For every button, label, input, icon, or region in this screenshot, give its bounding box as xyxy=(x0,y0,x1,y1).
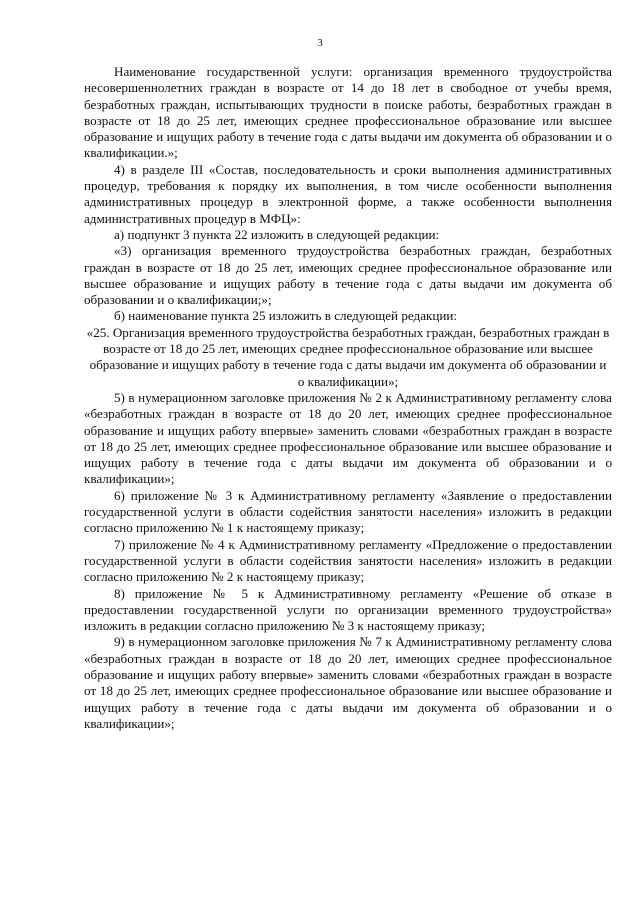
paragraph-quote-section-25: «25. Организация временного трудоустройства безработных граждан, безработных граждан в возрасте от 18 до 25 лет, имеющих среднее профессиональное образование или высшее образование и ищущих работу в течение года с даты выдачи им документа об образовании и о квалификации»; xyxy=(86,324,610,389)
paragraph-item-6: 6) приложение № 3 к Административному регламенту «Заявление о предоставлении государственной услуги в области содействия занятости населения» изложить в редакции согласно приложению № 1 к настоящему приказу; xyxy=(84,487,612,536)
paragraph-item-4b: б) наименование пункта 25 изложить в следующей редакции: xyxy=(114,308,458,324)
page-number: 3 xyxy=(317,37,323,49)
paragraph-item-4: 4) в разделе III «Состав, последовательность и сроки выполнения административных процедур, требования к порядку их выполнения, в том числе особенности выполнения административных процедур в электронной форме, а также особенности выполнения административных процедур в МФЦ»: xyxy=(84,161,612,226)
document-body xyxy=(84,64,612,732)
paragraph-item-4a: а) подпункт 3 пункта 22 изложить в следующей редакции: xyxy=(114,226,440,242)
paragraph-item-9: 9) в нумерационном заголовке приложения № 7 к Административному регламенту слова «безработных граждан в возрасте от 18 до 20 лет, имеющих среднее профессиональное образование и ищущих работу впервые» заменить словами «безработных граждан в возрасте от 18 до 25 лет, имеющих среднее профессиональное образование или высшее образование и ищущих работу в течение года с даты выдачи им документа об образовании и о квалификации»; xyxy=(84,634,612,731)
paragraph-quote-subitem-3: «3) организация временного трудоустройства безработных граждан, безработных граждан в возрасте от 18 до 25 лет, имеющих среднее профессиональное образование или высшее образование и ищущих работу в течение года с даты выдачи им документа об образовании и о квалификации;»; xyxy=(84,243,612,308)
paragraph-item-7: 7) приложение № 4 к Административному регламенту «Предложение о предоставлении государственной услуги в области содействия занятости населения» изложить в редакции согласно приложению № 2 к настоящему приказу; xyxy=(84,536,612,585)
paragraph-item-8: 8) приложение № 5 к Административному регламенту «Решение об отказе в предоставлении государственной услуги по организации временного трудоустройства» изложить в редакции согласно приложению № 3 к настоящему приказу; xyxy=(84,585,612,634)
paragraph-item-5: 5) в нумерационном заголовке приложения № 2 к Административному регламенту слова «безработных граждан в возрасте от 18 до 20 лет, имеющих среднее профессиональное образование и ищущих работу впервые» заменить словами «безработных граждан в возрасте от 18 до 25 лет, имеющих среднее профессиональное образование или высшее образование и ищущих работу в течение года с даты выдачи им документа об образовании и о квалификации»; xyxy=(84,389,612,487)
paragraph-service-name: Наименование государственной услуги: организация временного трудоустройства несовершеннолетних граждан в возрасте от 14 до 18 лет в свободное от учебы время, безработных граждан, испытывающих трудности в поиске работы, безработных граждан в возрасте от 18 до 25 лет, имеющих среднее профессиональное образование или высшее образование и ищущих работу в течение года с даты выдачи им документа об образовании и о квалификации.»; xyxy=(84,64,612,161)
